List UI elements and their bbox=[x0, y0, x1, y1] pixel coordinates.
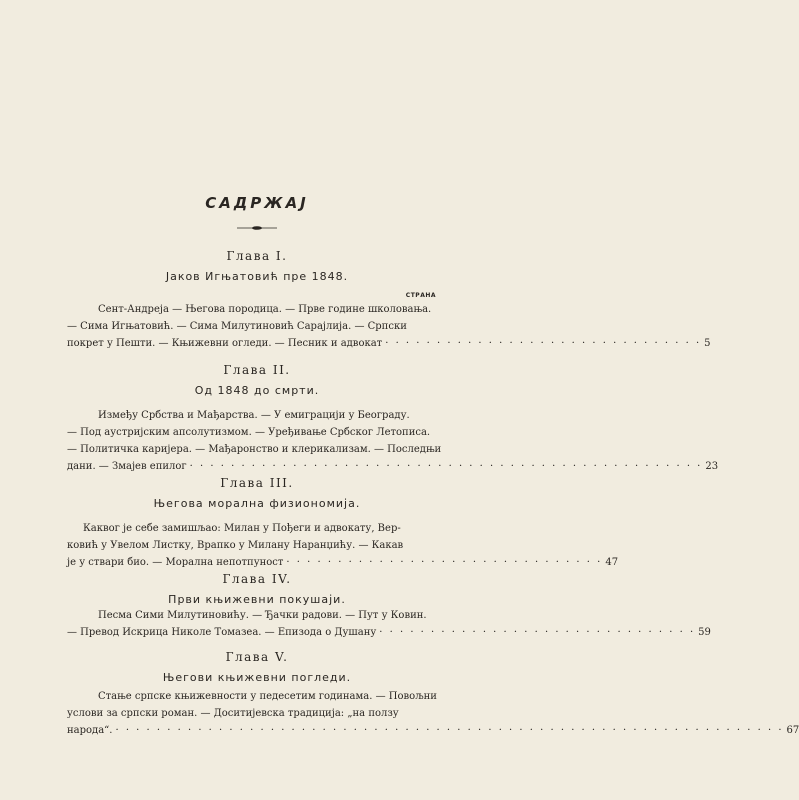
toc-line: Сент-Андреја — Његова породица. — Прве године школовања. bbox=[98, 304, 432, 315]
page-number: 47 bbox=[605, 557, 619, 568]
toc-line: Између Србства и Мађарства. — У емиграцији у Београду. bbox=[98, 410, 410, 421]
page-title: САДРЖАЈ bbox=[205, 194, 309, 212]
toc-line: ковић у Увелом Листку, Врапко у Милану Наранџићу. — Какав bbox=[67, 540, 404, 551]
page-number: 59 bbox=[698, 627, 711, 638]
toc-line: дани. — Змајев епилог bbox=[67, 461, 187, 472]
toc-line: је у ствари био. — Морална непотпуност bbox=[67, 557, 284, 568]
page-number: 5 bbox=[704, 338, 711, 349]
toc-line: — Превод Искрица Николе Томазеа. — Епизода о Душану bbox=[67, 627, 377, 638]
dot-leader: · · · · · · · · · · · · · · · · · · · · · · · · · · · · · · · · · · · · · · · · · · · · · · · · · · bbox=[189, 461, 703, 472]
toc-entry-last bbox=[67, 627, 711, 638]
toc-line: — Политичка каријера. — Мађаронство и клерикализам. — Последњи bbox=[67, 444, 442, 455]
chapter-heading: Глава V. bbox=[225, 650, 289, 664]
chapter-title: Први књижевни покушаји. bbox=[168, 593, 346, 606]
chapter-title: Јаков Игњатовић пре 1848. bbox=[165, 270, 349, 283]
page-number: 23 bbox=[705, 461, 719, 472]
toc-line: Песма Сими Милутиновићу. — Ђачки радови. — Пут у Ковин. bbox=[98, 610, 427, 621]
toc-entry-last bbox=[67, 557, 619, 568]
chapter-title: Његови књижевни погледи. bbox=[162, 671, 352, 684]
chapter-heading: Глава II. bbox=[223, 363, 291, 377]
dot-leader: · · · · · · · · · · · · · · · · · · · · · · · · · · · · · · · bbox=[379, 627, 696, 638]
toc-entry-last bbox=[67, 338, 711, 349]
chapter-heading: Глава III. bbox=[220, 476, 294, 490]
ornament-divider bbox=[237, 225, 277, 231]
chapter-title: Његова морална физиономија. bbox=[153, 497, 361, 510]
page-number: 67 bbox=[786, 725, 799, 736]
toc-line: покрет у Пешти. — Књижевни огледи. — Песник и адвокат bbox=[67, 338, 383, 349]
chapter-heading: Глава IV. bbox=[222, 572, 292, 586]
toc-line: — Сима Игњатовић. — Сима Милутиновић Сарајлија. — Српски bbox=[67, 321, 407, 332]
toc-line: народа“. bbox=[67, 725, 113, 736]
toc-line: Стање српске књижевности у педесетим годинама. — Повољни bbox=[98, 691, 437, 702]
toc-entry-last bbox=[67, 461, 719, 472]
dot-leader: · · · · · · · · · · · · · · · · · · · · · · · · · · · · · · · · · · · · · · · · · · · · · · · · · · · · · · · · · · · · · · · · · bbox=[115, 725, 784, 736]
chapter-heading: Глава I. bbox=[226, 249, 288, 263]
dot-leader: · · · · · · · · · · · · · · · · · · · · · · · · · · · · · · · bbox=[286, 557, 603, 568]
dot-leader: · · · · · · · · · · · · · · · · · · · · · · · · · · · · · · · bbox=[385, 338, 702, 349]
toc-entry-last bbox=[67, 725, 799, 736]
toc-line: Каквог је себе замишљао: Милан у Пођеги и адвокату, Вер- bbox=[83, 523, 401, 534]
page-column-label: СТРАНА bbox=[405, 292, 436, 299]
toc-line: — Под аустријским апсолутизмом. — Уређивање Србског Летописа. bbox=[67, 427, 431, 438]
chapter-title: Од 1848 до смрти. bbox=[194, 384, 320, 397]
toc-line: услови за српски роман. — Доситијевска традиција: „на ползу bbox=[67, 708, 399, 719]
